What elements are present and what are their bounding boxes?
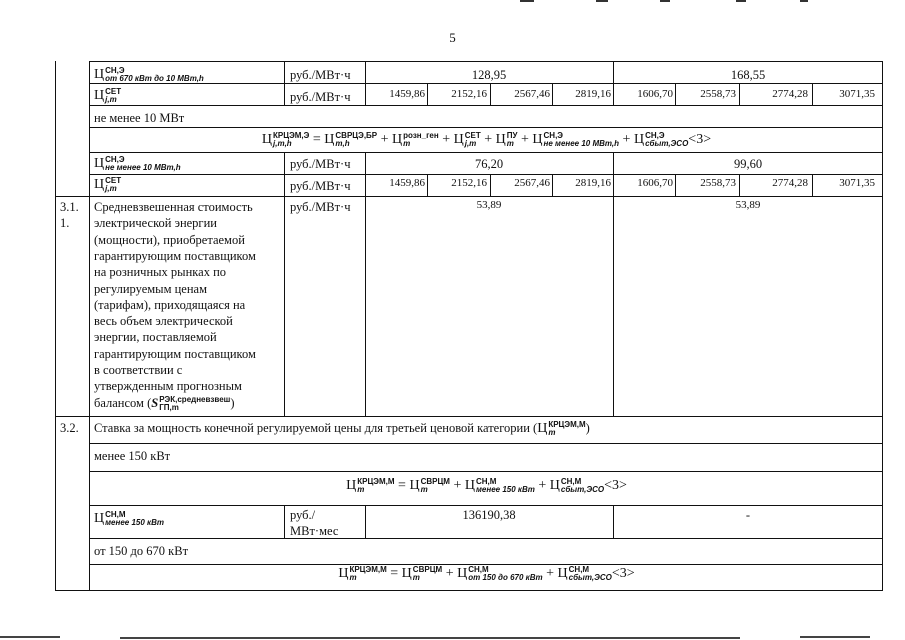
value-cell: 1459,86 <box>389 177 425 189</box>
value-cell: - <box>745 508 751 522</box>
unit: МВт·мес <box>290 524 339 538</box>
value-cell: 128,95 <box>471 68 507 82</box>
value-cell: 2819,16 <box>575 88 611 100</box>
value-cell: 1606,70 <box>637 88 673 100</box>
unit: руб./МВт·ч <box>290 157 351 171</box>
value-cell: 168,55 <box>730 68 766 82</box>
scan-mark <box>800 0 808 2</box>
scan-edge <box>120 637 740 639</box>
value-cell: 2819,16 <box>575 177 611 189</box>
scan-edge <box>800 636 870 638</box>
item-number: 3.2. <box>60 421 79 435</box>
value-cell: 53,89 <box>476 199 502 211</box>
value-cell: 53,89 <box>735 199 761 211</box>
value-cell: 2567,46 <box>514 177 550 189</box>
group-label: не менее 10 МВт <box>94 111 185 125</box>
group-label: менее 150 кВт <box>94 449 171 463</box>
value-cell: 99,60 <box>733 157 763 171</box>
scan-mark <box>520 0 534 2</box>
unit: руб./МВт·ч <box>290 179 351 193</box>
rate-symbol: Ц СЕТ j,m <box>94 87 122 105</box>
page-number: 5 <box>449 30 456 45</box>
item-number: 3.1. <box>60 200 79 214</box>
value-cell: 2774,28 <box>772 177 808 189</box>
value-cell: 2152,16 <box>451 88 487 100</box>
value-cell: 3071,35 <box>839 177 875 189</box>
price-formula: Ц КРЦЭМ,Э j,m,h = Ц СВРЦЭ,БР m,h + Ц розн_ген m + Ц СЕТ j,m + Ц ПУ m + Ц СН,Э не менее 10 МВт,h + Ц СН,Э сбыт,ЭСО <3> <box>261 131 712 148</box>
item-title: Ставка за мощность конечной регулируемой цены для третьей ценовой категории (Ц КРЦЭМ,М m ) <box>94 420 590 438</box>
value-cell: 1459,86 <box>389 88 425 100</box>
unit: руб./МВт·ч <box>290 90 351 104</box>
value-cell: 76,20 <box>474 157 504 171</box>
unit: руб./ <box>290 508 316 522</box>
price-formula: Ц КРЦЭМ,М m = Ц СВРЦМ m + Ц СН,М от 150 до 670 кВт + Ц СН,М сбыт,ЭСО <3> <box>338 565 635 582</box>
scan-mark <box>596 0 608 2</box>
value-cell: 136190,38 <box>462 508 516 522</box>
value-cell: 1606,70 <box>637 177 673 189</box>
price-formula: Ц КРЦЭМ,М m = Ц СВРЦМ m + Ц СН,М менее 150 кВт + Ц СН,М сбыт,ЭСО <3> <box>346 477 627 494</box>
group-label: от 150 до 670 кВт <box>94 544 189 558</box>
scan-mark <box>660 0 670 2</box>
rate-symbol: Ц СЕТ j,m <box>94 176 122 194</box>
value-cell: 2567,46 <box>514 88 550 100</box>
rate-symbol: Ц СН,Э от 670 кВт до 10 МВт,h <box>94 66 204 84</box>
value-cell: 2774,28 <box>772 88 808 100</box>
rate-symbol: Ц СН,Э не менее 10 МВт,h <box>94 155 181 173</box>
unit: руб./МВт·ч <box>290 68 351 82</box>
value-cell: 2152,16 <box>451 177 487 189</box>
value-cell: 2558,73 <box>700 88 736 100</box>
rate-symbol: Ц СН,М менее 150 кВт <box>94 510 164 528</box>
value-cell: 2558,73 <box>700 177 736 189</box>
scan-mark <box>736 0 746 2</box>
unit: руб./МВт·ч <box>290 200 351 214</box>
scan-edge <box>0 636 60 638</box>
value-cell: 3071,35 <box>839 88 875 100</box>
item-number: 1. <box>60 216 70 230</box>
